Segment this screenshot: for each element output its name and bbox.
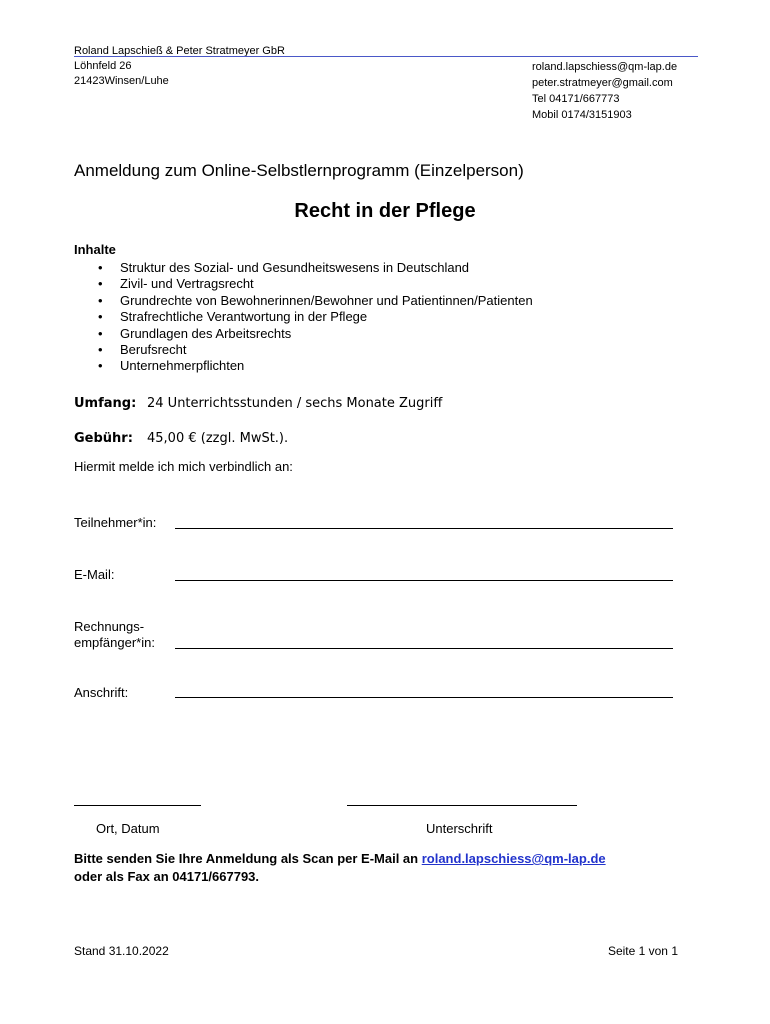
unterschrift-label: Unterschrift [426, 821, 493, 836]
rechnung-field[interactable] [175, 648, 673, 649]
city: 21423Winsen/Luhe [74, 75, 169, 87]
cta-fax-text: oder als Fax an 04171/667793. [74, 869, 260, 884]
unterschrift-field[interactable] [347, 805, 577, 806]
header-rule [74, 56, 698, 57]
inhalte-list [74, 260, 533, 375]
email-link[interactable]: roland.lapschiess@qm-lap.de [421, 851, 606, 866]
intro-text: Hiermit melde ich mich verbindlich an: [74, 459, 293, 474]
teilnehmer-label: Teilnehmer*in: [74, 515, 157, 530]
umfang-value: 24 Unterrichtsstunden / sechs Monate Zugriff [147, 396, 443, 411]
list-item: • Grundrechte von Bewohnerinnen/Bewohner und Patientinnen/Patienten [98, 292, 533, 308]
form-subtitle: Anmeldung zum Online-Selbstlernprogramm (Einzelperson) [74, 161, 524, 180]
bullet-icon: • [98, 342, 103, 358]
rechnung-label-line1: Rechnungs- [74, 619, 145, 634]
list-item: • Unternehmerpflichten [98, 358, 245, 374]
rechnung-label-line2: empfänger*in: [74, 635, 155, 650]
email-field[interactable] [175, 580, 673, 581]
teilnehmer-field[interactable] [175, 528, 673, 529]
gebuehr-value: 45,00 € (zzgl. MwSt.). [147, 431, 289, 446]
contact-mobil: Mobil 0174/3151903 [532, 109, 632, 121]
contact-block [532, 59, 677, 123]
street: Löhnfeld 26 [74, 60, 132, 72]
company-name: Roland Lapschieß & Peter Stratmeyer GbR [74, 45, 285, 57]
anschrift-label: Anschrift: [74, 685, 129, 700]
email-label: E-Mail: [74, 567, 115, 582]
footer-page-number: Seite 1 von 1 [607, 944, 678, 958]
gebuehr-label: Gebühr: [74, 431, 133, 446]
contact-email-1: roland.lapschiess@qm-lap.de [532, 61, 678, 73]
list-item: • Berufsrecht [98, 342, 187, 358]
footer-stand: Stand 31.10.2022 [74, 944, 169, 958]
bullet-icon: • [98, 292, 103, 308]
bullet-icon: • [98, 276, 103, 292]
bullet-icon: • [98, 358, 103, 374]
sender-address [74, 44, 285, 89]
ort-datum-field[interactable] [74, 805, 201, 806]
umfang-label: Umfang: [74, 396, 137, 411]
cta-text: Bitte senden Sie Ihre Anmeldung als Scan per E-Mail an [74, 851, 422, 866]
list-item: • Struktur des Sozial- und Gesundheitswesens in Deutschland [98, 260, 470, 275]
list-item: • Grundlagen des Arbeitsrechts [98, 325, 292, 341]
ort-datum-label: Ort, Datum [96, 821, 160, 836]
contact-email-2: peter.stratmeyer@gmail.com [532, 77, 673, 89]
contact-tel: Tel 04171/667773 [532, 93, 620, 105]
bullet-icon: • [98, 309, 103, 325]
list-item: • Zivil- und Vertragsrecht [98, 276, 254, 292]
anschrift-field[interactable] [175, 697, 673, 698]
submission-instructions [74, 850, 606, 886]
bullet-icon: • [98, 260, 103, 275]
list-item: • Strafrechtliche Verantwortung in der Pflege [98, 309, 368, 325]
page-title: Recht in der Pflege [294, 200, 476, 222]
inhalte-heading: Inhalte [74, 242, 116, 257]
bullet-icon: • [98, 325, 103, 341]
